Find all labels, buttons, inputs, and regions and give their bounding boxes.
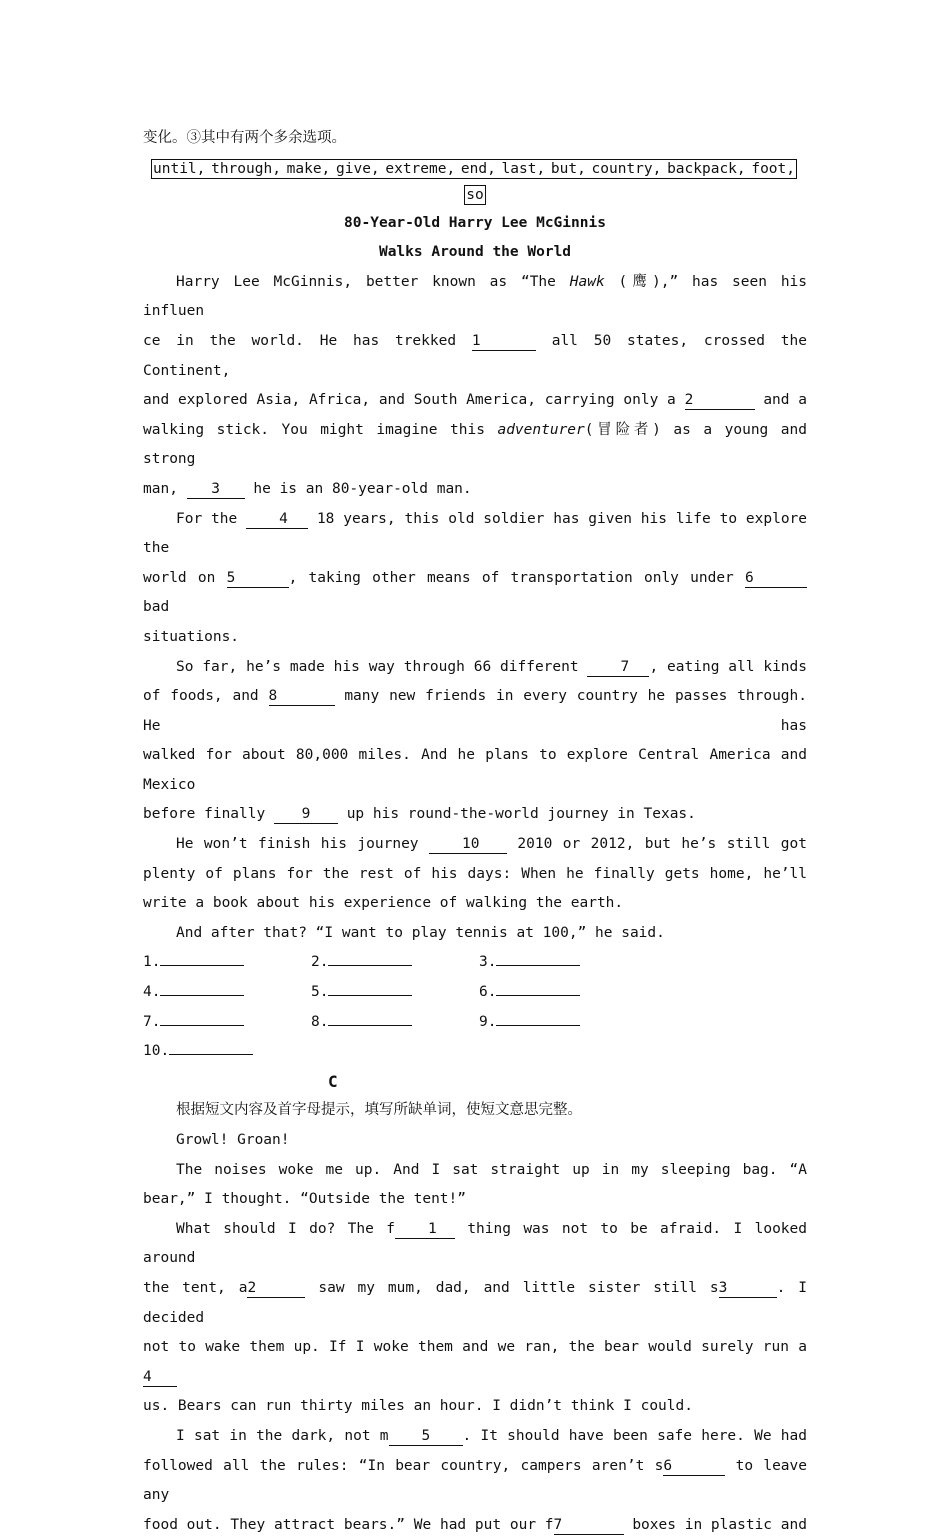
paragraph-line [143,564,807,623]
text-run: saw my mum, dad, and little sister still s [318,1279,719,1296]
answer-label: 4. [143,984,161,1001]
text-run: to leave any [143,1457,808,1504]
answer-label: 10. [143,1043,170,1060]
text-run: 2010 or 2012, but he’s still got [517,836,807,853]
text-run: . I decided [143,1279,807,1326]
paragraph-line [143,1215,807,1274]
word-bank-item: so [466,186,484,203]
answer-cell [479,1008,647,1038]
c-blank-7[interactable]: 7 [554,1516,624,1535]
paragraph-line [143,830,807,860]
answer-cell [143,1008,311,1038]
answer-row [143,1008,807,1038]
text-run: he is an 80-year-old man. [253,480,472,497]
text-run: thing was not to be afraid. I looked around [143,1220,807,1267]
text-run: many new friends in every country he passes through. He has [143,688,807,734]
answer-cell [311,948,479,978]
answer-label: 6. [479,984,497,1001]
paragraph-line [143,682,807,741]
word-bank-item: foot, [751,160,795,177]
word-bank-item: country, [591,160,662,177]
word-bank-item: end, [460,160,496,177]
paragraph-line: plenty of plans for the rest of his days: When he finally gets home, he’ll [143,865,807,882]
text-run: man, [143,480,178,497]
answer-label: 9. [479,1013,497,1030]
paragraph-line: Growl! Groan! [176,1132,290,1148]
text-run: What should I do? The f [176,1220,395,1237]
instruction-tail: 变化。③其中有两个多余选项。 [143,130,346,146]
text-run: He won’t finish his journey [176,836,419,853]
blank-6[interactable]: 6 [745,569,807,588]
text-run: For the [176,510,238,527]
text-run: world on [143,569,216,586]
answer-cell [479,948,647,978]
paragraph-line [143,416,807,475]
blank-1[interactable]: 1 [472,332,536,351]
answer-label: 2. [311,954,329,971]
text-run: not to wake them up. If I woke them and we ran, the bear would surely run a [143,1339,807,1356]
text-run: . It should have been safe here. We had [462,1427,807,1444]
paragraph-line [143,475,807,505]
c-blank-4[interactable]: 4 [143,1368,177,1387]
text-run: followed all the rules: “In bear country, campers aren’t s [143,1457,664,1474]
answer-blank-4[interactable] [160,995,244,996]
blank-8[interactable]: 8 [269,687,335,706]
word-bank-item: until, [153,160,206,177]
text-run: up his round-the-world journey in Texas. [346,806,696,823]
blank-2[interactable]: 2 [685,391,755,410]
answer-blank-10[interactable] [169,1054,253,1055]
c-blank-1[interactable]: 1 [395,1220,455,1239]
answer-label: 3. [479,954,497,971]
word-bank-row [143,159,807,179]
blank-3[interactable]: 3 [187,480,245,499]
text-run: food out. They attract bears.” We had put our f [143,1516,554,1533]
answer-label: 8. [311,1013,329,1030]
word-bank-row-2 [143,181,807,209]
paragraph-line: walked for about 80,000 miles. And he plans to explore Central America and Mexico [143,747,807,793]
word-bank-item: last, [501,160,546,177]
answer-label: 7. [143,1013,161,1030]
text-run: before finally [143,806,266,823]
paragraph-line [143,800,807,830]
paragraph-line: write a book about his experience of walking the earth. [143,895,624,912]
c-blank-6[interactable]: 6 [663,1457,725,1476]
word-bank-box [151,159,797,179]
c-blank-5[interactable]: 5 [389,1427,463,1446]
paragraph-line [143,505,807,564]
italic-text: Hawk [569,273,605,290]
section-heading: C [328,1071,338,1091]
italic-text: adventurer [497,421,585,438]
text-run: and explored Asia, Africa, and South America, carrying only a [143,392,676,409]
answer-cell [311,1008,479,1038]
word-bank-item: extreme, [385,160,456,177]
word-bank-item: through, [211,160,281,177]
document-page [143,124,807,1540]
text-run: I sat in the dark, not m [176,1427,389,1444]
paragraph-line [143,327,807,386]
passage-title-line-2: Walks Around the World [378,244,572,261]
paragraph-line: And after that? “I want to play tennis at 100,” he said. [176,924,665,941]
text-run: the tent, a [143,1279,248,1296]
blank-9[interactable]: 9 [274,805,338,824]
text-run: (鹰),” has seen his influen [143,273,808,320]
paragraph-line: bear,” I thought. “Outside the tent!” [143,1191,467,1208]
blank-7[interactable]: 7 [587,658,649,677]
text-run: So far, he’s made his way through 66 different [176,658,579,675]
passage-title-line-1: 80-Year-Old Harry Lee McGinnis [344,214,606,231]
paragraph-line [143,268,807,327]
answer-row [143,1037,807,1067]
answer-cell [143,1037,311,1067]
word-bank-item: backpack, [667,160,746,177]
answer-blank-8[interactable] [328,1025,412,1026]
answer-cell [143,978,311,1008]
text-run: 18 years, this old soldier has given his life to explore the [143,510,808,557]
paragraph-line [143,1511,807,1540]
paragraph-line [143,653,807,683]
paragraph-line [143,1452,807,1511]
paragraph-line [143,1274,807,1333]
text-run: of foods, and [143,688,259,705]
answer-blank-3[interactable] [496,965,580,966]
answer-blank-1[interactable] [160,965,244,966]
answer-blank-2[interactable] [328,965,412,966]
blank-4[interactable]: 4 [246,510,308,529]
answer-blank-6[interactable] [496,995,580,996]
word-bank-item: give, [336,160,380,177]
text-run: boxes in plastic and [632,1516,807,1533]
answer-row [143,978,807,1008]
answer-cell [143,948,311,978]
paragraph-line [143,1422,807,1452]
c-blank-2[interactable]: 2 [247,1279,305,1298]
text-run: bad [143,599,170,616]
text-run: Harry Lee McGinnis, better known as “The [176,273,570,290]
answer-cell [311,978,479,1008]
text-run: all 50 states, crossed the Continent, [143,332,807,379]
c-blank-3[interactable]: 3 [719,1279,777,1298]
blank-10[interactable]: 10 [429,835,507,854]
word-bank-item: but, [550,160,586,177]
answer-cell [479,978,647,1008]
answer-label: 1. [143,954,161,971]
text-run: ce in the world. He has trekked [143,332,457,349]
text-run: and a [763,392,808,409]
blank-5[interactable]: 5 [227,569,289,588]
text-run: , taking other means of transportation only under [288,569,734,586]
word-bank-item: make, [286,160,331,177]
answer-label: 5. [311,984,329,1001]
answer-blank-5[interactable] [328,995,412,996]
paragraph-line: situations. [143,628,240,645]
section-instruction: 根据短文内容及首字母提示，填写所缺单词，使短文意思完整。 [176,1102,582,1119]
text-run: (冒险者) as a young and strong [143,421,807,468]
paragraph-line [143,386,807,416]
answer-row [143,948,807,978]
answer-blank-7[interactable] [160,1025,244,1026]
paragraph-line: The noises woke me up. And I sat straight up in my sleeping bag. “A [176,1161,807,1178]
text-run: , eating all kinds [649,658,807,675]
paragraph-line [143,1333,807,1392]
paragraph-line: us. Bears can run thirty miles an hour. I didn’t think I could. [143,1398,693,1415]
text-run: walking stick. You might imagine this [143,421,498,438]
answer-blank-9[interactable] [496,1025,580,1026]
